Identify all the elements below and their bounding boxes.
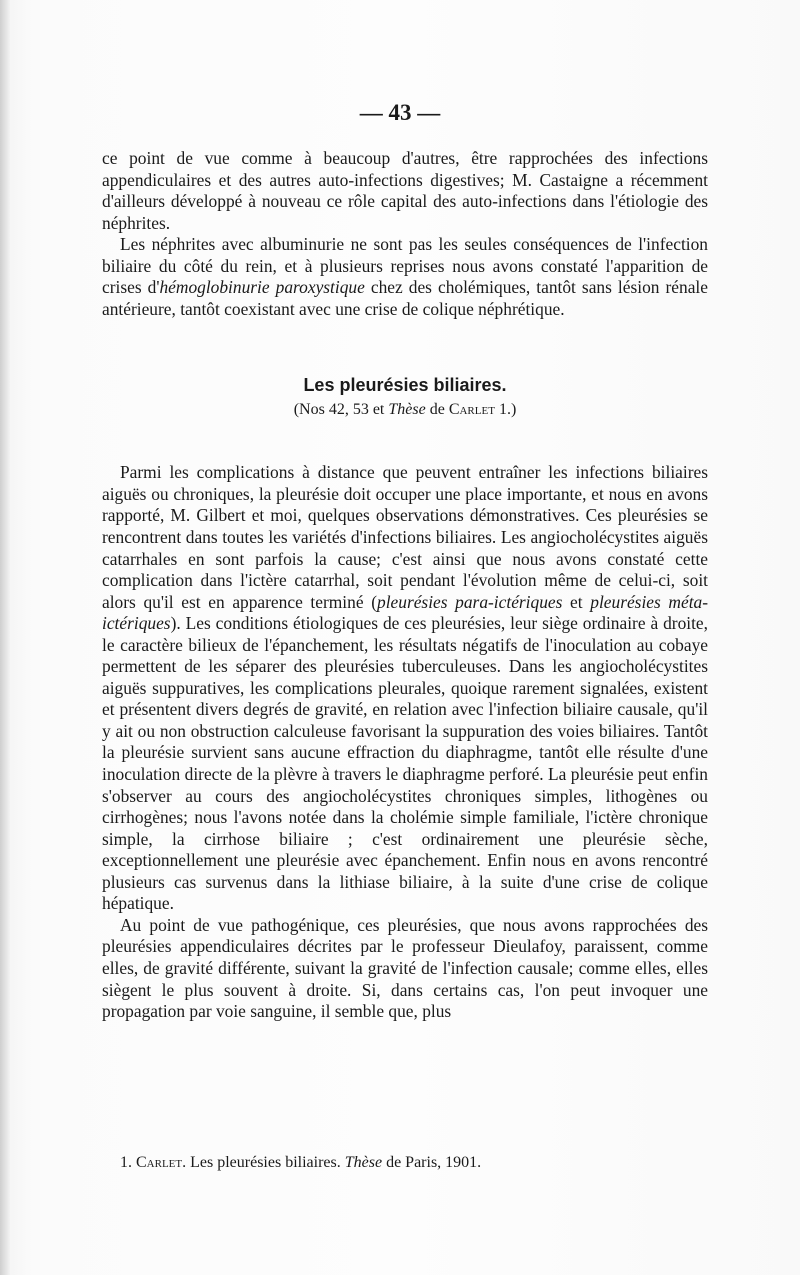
- section-references: [102, 399, 708, 421]
- footnote-these: Thèse: [344, 1154, 383, 1171]
- footnote-rest: de Paris, 1901.: [382, 1154, 482, 1171]
- section-refs-de: de: [425, 401, 449, 419]
- paragraph-3-italic-1: pleurésies para-ictériques: [377, 591, 563, 612]
- paragraph-2-part-2: chez des cholémiques, tantôt sans lésion rénale antérieure, tantôt coexistant avec une crise de colique néphrétique.: [102, 277, 708, 319]
- paragraph-3-part-1: Parmi les complications à distance que peuvent entraîner les infections biliaires aiguës ou chroniques, la pleurésie doit occuper une place importante, et nous en avons rapporté, M. Gilbert et moi, quelques observations démonstratives. Ces pleurésies se rencontrent dans toutes les variétés d'infections biliaires. Les angiocholécystites aiguës catarrhales en sont parfois la cause; c'est ainsi que nous avons constaté cette complication dans l'ictère catarrhal, soit pendant l'évolution même de celui-ci, soit alors qu'il est en apparence terminé (: [102, 462, 708, 612]
- section-refs-suffix: 1.): [494, 401, 517, 419]
- section-refs-author: Carlet: [448, 401, 495, 419]
- paragraph-3-italic-2: pleurésies méta-ictériques: [102, 591, 709, 634]
- body-text: [102, 148, 708, 1023]
- footnote-author: Carlet: [136, 1154, 183, 1171]
- paragraph-2: [102, 234, 708, 320]
- paragraph-2-italic: hémoglobinurie paroxystique: [159, 277, 365, 298]
- section-title: Les pleurésies biliaires.: [303, 375, 507, 396]
- paragraph-3: [102, 462, 708, 914]
- footnote: [120, 1154, 481, 1172]
- paragraph-2-part-1: Les néphrites avec albuminurie ne sont pas les seules conséquences de l'infection biliaire du côté du rein, et à plusieurs reprises nous avons constaté l'apparition de crises d': [102, 234, 708, 298]
- footnote-text: . Les pleurésies biliaires.: [182, 1154, 345, 1171]
- page-edge-shadow: [0, 0, 10, 1275]
- paragraph-3-part-2: et: [562, 591, 591, 612]
- section-refs-prefix: (Nos 42, 53 et: [293, 401, 389, 419]
- paragraph-4: Au point de vue pathogénique, ces pleurésies, que nous avons rapprochées des pleurésies appendiculaires décrites par le professeur Dieulafoy, paraissent, comme elles, de gravité différente, suivant la gravité de l'infection causale; comme elles, elles siègent le plus souvent à droite. Si, dans certains cas, l'on peut invoquer une propagation par voie sanguine, il semble que, plus: [102, 914, 708, 1022]
- footnote-number: 1.: [120, 1154, 132, 1171]
- page-number: — 43 —: [359, 100, 441, 125]
- paragraph-1: ce point de vue comme à beaucoup d'autres, être rapprochées des infections appendiculaires et des autres auto-infections digestives; M. Castaigne a récemment d'ailleurs développé à nouveau ce rôle capital des auto-infections dans l'étiologie des néphrites.: [102, 148, 708, 233]
- paragraph-3-part-3: ). Les conditions étiologiques de ces pleurésies, leur siège ordinaire à droite, le caractère bilieux de l'épanchement, les résultats négatifs de l'inoculation au cobaye permettent de les séparer des pleurésies tuberculeuses. Dans les angiocholécystites aiguës suppuratives, les complications pleurales, quoique rarement signalées, existent et présentent divers degrés de gravité, en relation avec l'infection biliaire causale, qu'il y ait ou non obstruction calculeuse favorisant la suppuration des voies biliaires. Tantôt la pleurésie survient sans aucune effraction du diaphragme, tantôt elle résulte d'une inoculation directe de la plèvre à travers le diaphragme perforé. La pleurésie peut enfin s'observer au cours des angiocholécystites chroniques simples, lithogènes ou cirrhogènes; nous l'avons notée dans la cholémie simple familiale, l'ictère chronique simple, la cirrhose biliaire ; c'est ordinairement une pleurésie sèche, exceptionnellement une pleurésie avec épanchement. Enfin nous en avons rencontré plusieurs cas survenus dans la lithiase biliaire, à la suite d'une crise de colique hépatique.: [102, 613, 708, 914]
- section-refs-these: Thèse: [388, 401, 426, 419]
